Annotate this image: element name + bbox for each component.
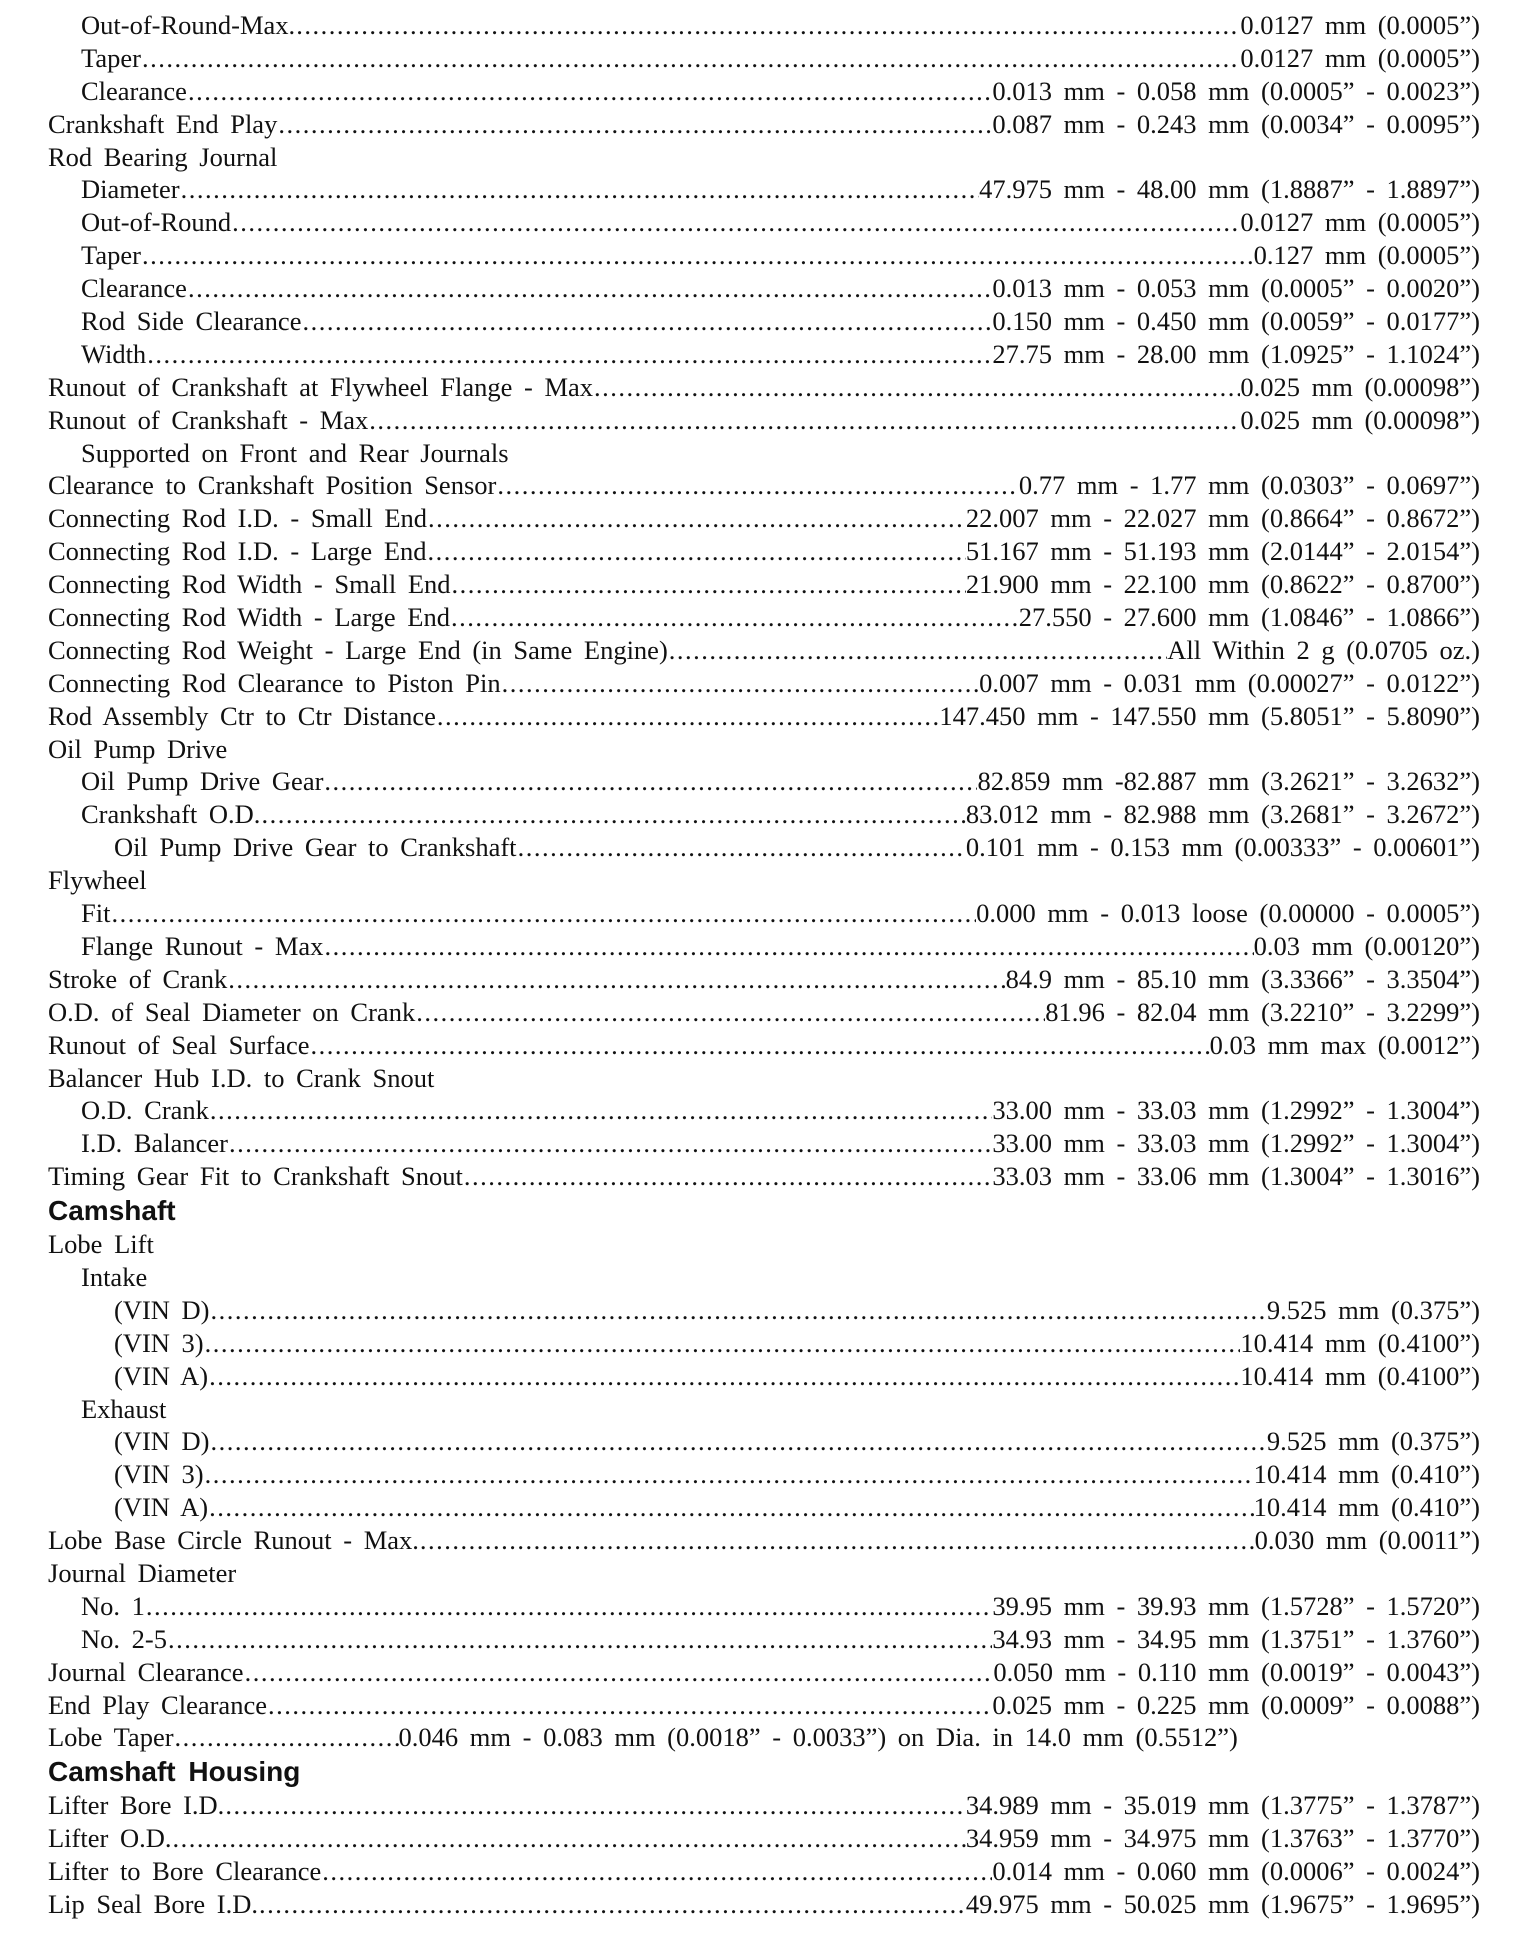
spec-label: I.D. Balancer	[81, 1128, 228, 1159]
spec-row	[48, 206, 1480, 239]
spec-row	[48, 601, 1480, 634]
spec-row	[48, 469, 1480, 502]
spec-row	[48, 173, 1480, 206]
spec-value: 34.959 mm - 34.975 mm (1.3763” - 1.3770”)	[965, 1823, 1480, 1854]
spec-label: Connecting Rod Weight - Large End (in Same Engine)	[48, 634, 668, 665]
spec-label: End Play Clearance	[48, 1689, 267, 1720]
spec-label: Intake	[81, 1261, 148, 1292]
spec-label: (VIN 3)	[114, 1327, 204, 1358]
spec-group-label	[48, 1062, 1480, 1095]
spec-value: 0.0127 mm (0.0005”)	[1240, 42, 1480, 73]
spec-row	[48, 1458, 1480, 1491]
spec-label: Rod Bearing Journal	[48, 141, 278, 172]
spec-value: 51.167 mm - 51.193 mm (2.0144” - 2.0154”)	[965, 536, 1480, 567]
spec-label: Lobe Base Circle Runout - Max.	[48, 1525, 419, 1556]
spec-label: Rod Assembly Ctr to Ctr Distance	[48, 700, 436, 731]
spec-value: 0.025 mm (0.00098”)	[1240, 371, 1480, 402]
spec-value: 34.989 mm - 35.019 mm (1.3775” - 1.3787”)	[965, 1790, 1480, 1821]
dot-leader	[141, 42, 1240, 75]
spec-value: 0.050 mm - 0.110 mm (0.0019” - 0.0043”)	[993, 1656, 1480, 1687]
spec-label: (VIN A)	[114, 1360, 209, 1391]
spec-label: Exhaust	[81, 1393, 167, 1424]
dot-leader	[517, 831, 966, 864]
spec-value: 0.025 mm - 0.225 mm (0.0009” - 0.0088”)	[992, 1689, 1480, 1720]
dot-leader	[323, 930, 1253, 963]
spec-value: 10.414 mm (0.4100”)	[1240, 1360, 1480, 1391]
spec-label: Crankshaft End Play	[48, 108, 278, 139]
spec-value: 0.0127 mm (0.0005”)	[1240, 207, 1480, 238]
dot-leader	[451, 568, 966, 601]
dot-leader	[301, 305, 992, 338]
spec-row	[48, 1029, 1480, 1062]
spec-label: Taper	[81, 42, 141, 73]
dot-leader	[208, 1360, 1240, 1393]
spec-value: 0.150 mm - 0.450 mm (0.0059” - 0.0177”)	[992, 306, 1480, 337]
dot-leader	[496, 469, 1019, 502]
spec-value: 0.014 mm - 0.060 mm (0.0006” - 0.0024”)	[992, 1856, 1480, 1887]
spec-label: Connecting Rod Width - Small End	[48, 569, 451, 600]
spec-row	[48, 1160, 1480, 1193]
spec-row	[48, 1524, 1480, 1557]
spec-row	[48, 1789, 1480, 1822]
dot-leader	[244, 1656, 994, 1689]
dot-leader	[231, 206, 1240, 239]
spec-label: No. 1	[81, 1590, 145, 1621]
spec-row	[48, 798, 1480, 831]
spec-label: Runout of Crankshaft - Max	[48, 404, 369, 435]
spec-value: 27.75 mm - 28.00 mm (1.0925” - 1.1024”)	[992, 338, 1480, 369]
spec-value: 0.77 mm - 1.77 mm (0.0303” - 0.0697”)	[1018, 470, 1480, 501]
spec-row	[48, 1689, 1480, 1722]
spec-row	[48, 1623, 1480, 1656]
spec-label: Taper	[81, 240, 141, 271]
spec-label: Oil Pump Drive Gear	[81, 766, 324, 797]
spec-row	[48, 1425, 1480, 1458]
spec-value: All Within 2 g (0.0705 oz.)	[1167, 634, 1480, 665]
spec-label: (VIN 3)	[114, 1459, 204, 1490]
spec-row	[48, 1327, 1480, 1360]
spec-label: Diameter	[81, 174, 180, 205]
spec-label: O.D. Crank	[81, 1095, 209, 1126]
dot-leader	[187, 272, 992, 305]
spec-value: 10.414 mm (0.410”)	[1253, 1492, 1480, 1523]
spec-group-label	[48, 141, 1480, 174]
spec-value: 33.03 mm - 33.06 mm (1.3004” - 1.3016”)	[992, 1161, 1480, 1192]
dot-leader	[110, 897, 976, 930]
spec-row	[48, 765, 1480, 798]
spec-row	[48, 305, 1480, 338]
spec-value: 27.550 - 27.600 mm (1.0846” - 1.0866”)	[1018, 602, 1480, 633]
spec-row	[48, 1721, 1480, 1754]
dot-leader	[419, 1524, 1255, 1557]
spec-value: 147.450 mm - 147.550 mm (5.8051” - 5.8090”)	[939, 700, 1480, 731]
spec-label: Lobe Taper	[48, 1722, 174, 1753]
spec-label: (VIN A)	[114, 1492, 209, 1523]
spec-label: Lobe Lift	[48, 1229, 154, 1260]
dot-leader	[415, 996, 1045, 1029]
spec-row	[48, 1656, 1480, 1689]
spec-label: Oil Pump Drive Gear to Crankshaft	[114, 832, 517, 863]
dot-leader	[310, 1029, 1210, 1062]
spec-value: 82.859 mm -82.887 mm (3.2621” - 3.2632”)	[977, 766, 1480, 797]
spec-row	[48, 996, 1480, 1029]
dot-leader	[593, 371, 1240, 404]
spec-value: 39.95 mm - 39.93 mm (1.5728” - 1.5720”)	[992, 1590, 1480, 1621]
spec-row	[48, 502, 1480, 535]
dot-leader	[167, 1623, 992, 1656]
dot-leader	[208, 1491, 1254, 1524]
spec-label: Stroke of Crank	[48, 963, 228, 994]
spec-label: Supported on Front and Rear Journals	[81, 437, 509, 468]
spec-row	[48, 9, 1480, 42]
dot-leader	[260, 798, 965, 831]
dot-leader	[204, 1327, 1241, 1360]
dot-leader	[668, 634, 1168, 667]
spec-group-label	[48, 1228, 1480, 1261]
spec-value: 10.414 mm (0.4100”)	[1240, 1327, 1480, 1358]
spec-label: Connecting Rod I.D. - Large End	[48, 536, 427, 567]
spec-row	[48, 1822, 1480, 1855]
dot-leader	[210, 1294, 1267, 1327]
spec-label: Oil Pump Drive	[48, 733, 228, 764]
spec-value: 0.013 mm - 0.058 mm (0.0005” - 0.0023”)	[992, 75, 1480, 106]
spec-label: Lifter to Bore Clearance	[48, 1856, 322, 1887]
spec-label: Journal Diameter	[48, 1557, 237, 1588]
spec-value: 0.127 mm (0.0005”)	[1253, 240, 1480, 271]
spec-row	[48, 831, 1480, 864]
spec-value: 9.525 mm (0.375”)	[1266, 1294, 1480, 1325]
dot-leader	[141, 239, 1254, 272]
spec-value: 0.046 mm - 0.083 mm (0.0018” - 0.0033”) on Dia. in 14.0 mm (0.5512”)	[398, 1722, 1238, 1753]
spec-row	[48, 568, 1480, 601]
dot-leader	[427, 535, 966, 568]
dot-leader	[187, 75, 992, 108]
spec-value: 0.030 mm (0.0011”)	[1254, 1525, 1480, 1556]
spec-row	[48, 700, 1480, 733]
dot-leader	[210, 1425, 1267, 1458]
spec-label: Out-of-Round-Max.	[81, 10, 296, 40]
spec-group-label	[48, 1557, 1480, 1590]
spec-value: 33.00 mm - 33.03 mm (1.2992” - 1.3004”)	[992, 1128, 1480, 1159]
dot-leader	[224, 1789, 966, 1822]
section-heading	[48, 1193, 1480, 1228]
spec-value: 0.087 mm - 0.243 mm (0.0034” - 0.0095”)	[992, 108, 1480, 139]
spec-label: Rod Side Clearance	[81, 306, 302, 337]
spec-label: Connecting Rod Width - Large End	[48, 602, 450, 633]
spec-label: Out-of-Round	[81, 207, 232, 238]
spec-label: O.D. of Seal Diameter on Crank	[48, 996, 416, 1027]
spec-label: Lifter Bore I.D.	[48, 1790, 225, 1821]
section-heading-text: Camshaft	[48, 1195, 176, 1227]
spec-value: 0.03 mm (0.00120”)	[1253, 930, 1480, 961]
spec-value: 0.101 mm - 0.153 mm (0.00333” - 0.00601”)	[965, 832, 1480, 863]
dot-leader	[146, 338, 992, 371]
spec-row	[48, 272, 1480, 305]
spec-label: Runout of Crankshaft at Flywheel Flange - Max	[48, 371, 594, 402]
spec-row	[48, 371, 1480, 404]
spec-value: 49.975 mm - 50.025 mm (1.9675” - 1.9695”)	[965, 1888, 1480, 1919]
spec-value: 0.013 mm - 0.053 mm (0.0005” - 0.0020”)	[992, 273, 1480, 304]
spec-label: Connecting Rod I.D. - Small End	[48, 503, 428, 534]
spec-group-label	[48, 437, 1480, 470]
dot-leader	[228, 1127, 992, 1160]
dot-leader	[501, 667, 979, 700]
dot-leader	[321, 1855, 992, 1888]
spec-label: Journal Clearance	[48, 1656, 244, 1687]
spec-value: 0.007 mm - 0.031 mm (0.00027” - 0.0122”)	[979, 667, 1480, 698]
spec-row	[48, 963, 1480, 996]
dot-leader	[450, 601, 1019, 634]
spec-row	[48, 1127, 1480, 1160]
dot-leader	[209, 1094, 992, 1127]
spec-label: Clearance	[81, 273, 187, 304]
spec-row	[48, 930, 1480, 963]
dot-leader	[171, 1822, 965, 1855]
spec-row	[48, 1491, 1480, 1524]
spec-label: Balancer Hub I.D. to Crank Snout	[48, 1062, 435, 1093]
spec-label: (VIN D)	[114, 1426, 210, 1457]
dot-leader	[463, 1160, 992, 1193]
spec-value: 21.900 mm - 22.100 mm (0.8622” - 0.8700”)	[965, 569, 1480, 600]
spec-label: Fit	[81, 898, 111, 929]
spec-label: Clearance	[81, 75, 187, 106]
spec-row	[48, 338, 1480, 371]
spec-row	[48, 1590, 1480, 1623]
spec-label: Width	[81, 338, 147, 369]
dot-leader	[295, 9, 1240, 42]
spec-row	[48, 667, 1480, 700]
spec-value: 33.00 mm - 33.03 mm (1.2992” - 1.3004”)	[992, 1095, 1480, 1126]
spec-group-label	[48, 733, 1480, 766]
spec-row	[48, 897, 1480, 930]
dot-leader	[436, 700, 939, 733]
spec-label: Lifter O.D.	[48, 1823, 172, 1854]
spec-label: (VIN D)	[114, 1294, 210, 1325]
spec-value: 10.414 mm (0.410”)	[1253, 1459, 1480, 1490]
spec-label: Flange Runout - Max	[81, 930, 324, 961]
spec-value: 81.96 - 82.04 mm (3.2210” - 3.2299”)	[1045, 996, 1480, 1027]
spec-row	[48, 1294, 1480, 1327]
spec-label: Lip Seal Bore I.D.	[48, 1888, 259, 1919]
dot-leader	[145, 1590, 992, 1623]
spec-row	[48, 239, 1480, 272]
spec-row	[48, 535, 1480, 568]
spec-row	[48, 1888, 1480, 1921]
dot-leader	[227, 963, 1005, 996]
spec-value: 22.007 mm - 22.027 mm (0.8664” - 0.8672”)	[965, 503, 1480, 534]
dot-leader	[267, 1689, 992, 1722]
spec-label: Connecting Rod Clearance to Piston Pin	[48, 667, 501, 698]
spec-value: 0.025 mm (0.00098”)	[1240, 404, 1480, 435]
spec-value: 34.93 mm - 34.95 mm (1.3751” - 1.3760”)	[992, 1623, 1480, 1654]
spec-row	[48, 404, 1480, 437]
spec-value: 0.03 mm max (0.0012”)	[1209, 1029, 1480, 1060]
spec-label: No. 2-5	[81, 1623, 167, 1654]
spec-row	[48, 634, 1480, 667]
spec-group-label	[48, 864, 1480, 897]
spec-value: 83.012 mm - 82.988 mm (3.2681” - 3.2672”)	[965, 799, 1480, 830]
spec-value: 47.975 mm - 48.00 mm (1.8887” - 1.8897”)	[979, 174, 1480, 205]
spec-group-label	[48, 1261, 1480, 1294]
spec-row	[48, 1855, 1480, 1888]
dot-leader	[258, 1888, 966, 1921]
dot-leader	[174, 1721, 399, 1754]
dot-leader	[323, 765, 977, 798]
spec-row	[48, 1360, 1480, 1393]
section-heading	[48, 1754, 1480, 1789]
spec-value: 9.525 mm (0.375”)	[1266, 1426, 1480, 1457]
spec-label: Flywheel	[48, 865, 147, 896]
section-heading-text: Camshaft Housing	[48, 1756, 301, 1788]
spec-row	[48, 42, 1480, 75]
spec-value: 84.9 mm - 85.10 mm (3.3366” - 3.3504”)	[1005, 963, 1480, 994]
dot-leader	[427, 502, 966, 535]
dot-leader	[277, 108, 992, 141]
spec-label: Timing Gear Fit to Crankshaft Snout	[48, 1161, 463, 1192]
dot-leader	[180, 173, 980, 206]
spec-label: Runout of Seal Surface	[48, 1029, 310, 1060]
spec-row	[48, 75, 1480, 108]
spec-row	[48, 1094, 1480, 1127]
dot-leader	[204, 1458, 1254, 1491]
spec-label: Clearance to Crankshaft Position Sensor	[48, 470, 497, 501]
spec-group-label	[48, 1393, 1480, 1426]
spec-label: Crankshaft O.D.	[81, 799, 261, 830]
dot-leader	[368, 404, 1240, 437]
spec-value: 0.0127 mm (0.0005”)	[1240, 10, 1480, 40]
spec-row	[48, 108, 1480, 141]
spec-value: 0.000 mm - 0.013 loose (0.00000 - 0.0005”)	[976, 898, 1480, 929]
